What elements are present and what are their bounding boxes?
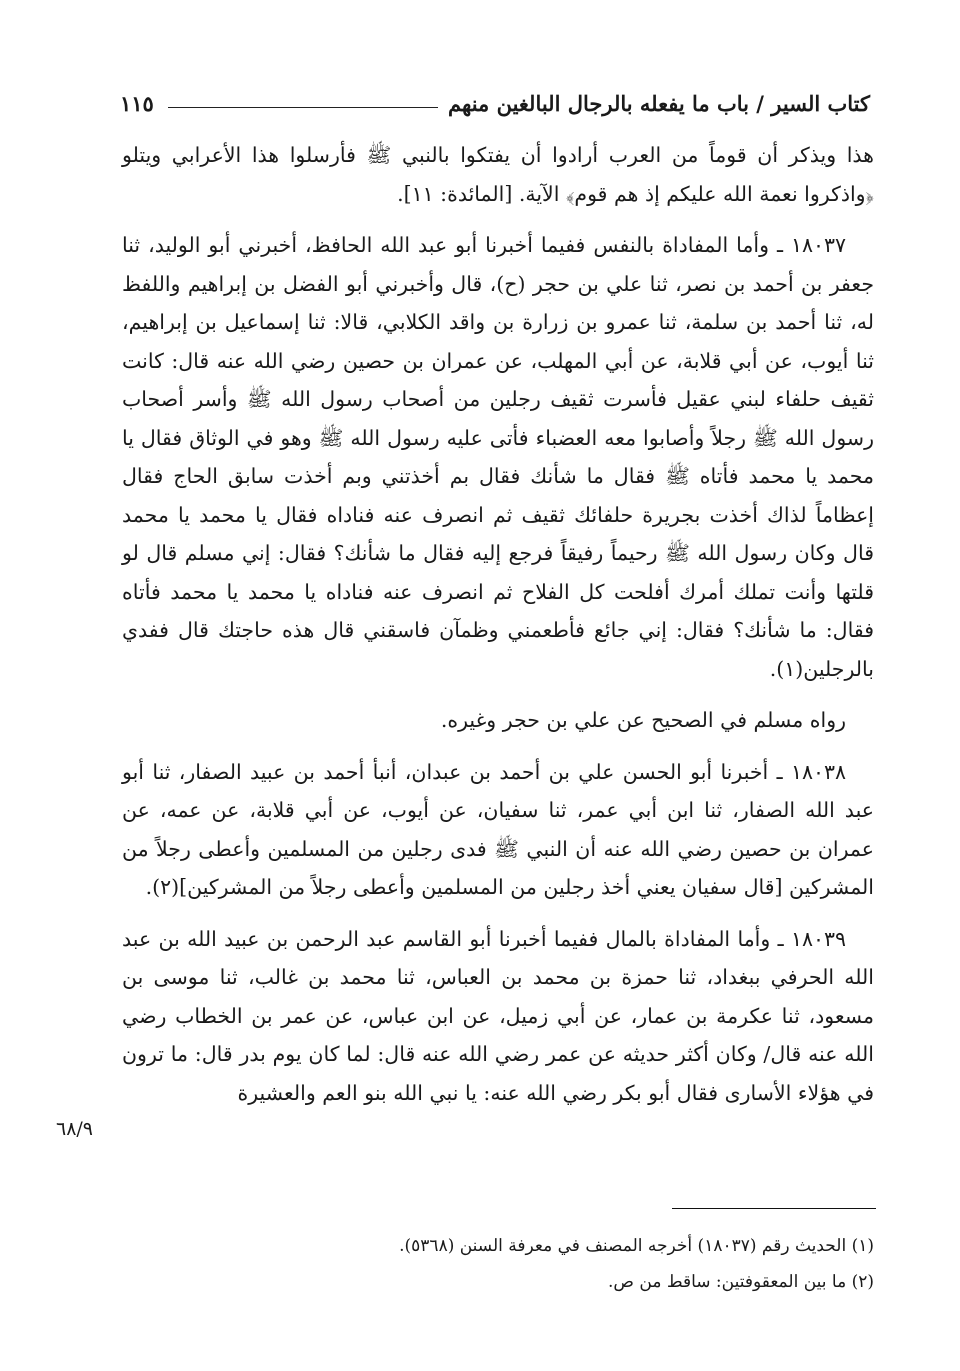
paragraph-hadith-18039: ١٨٠٣٩ ـ وأما المفاداة بالمال ففيما أخبرنا أبو القاسم عبد الرحمن بن عبيد الله بن عبد الله الحرفي ببغداد، ثنا حمزة بن محمد بن العباس، ثنا محمد بن غالب، ثنا موسى بن مسعود، ثنا عكرمة بن عمار، عن أبي زميل، عن ابن عباس، عن عمر بن الخطاب رضي الله عنه قال/ وكان أكثر حديثه عن عمر رضي الله عنه قال: لما كان يوم بدر قال: ما ترون في هؤلاء الأسارى فقال أبو بكر رضي الله عنه: يا نبي الله بنو العم والعشيرة: [122, 926, 874, 1105]
footnote-2: (٢) ما بين المعقوفتين: ساقط من ص.: [608, 1272, 874, 1292]
footnotes: [180, 1228, 874, 1300]
header-title: كتاب السير / باب ما يفعله بالرجال البالغين منهم: [448, 90, 870, 116]
main-text: [122, 136, 874, 1112]
paragraph-hadith-18038: ١٨٠٣٨ ـ أخبرنا أبو الحسن علي بن أحمد بن عبدان، أنبأ أحمد بن عبيد الصفار، ثنا أبو عبد الله الصفار، ثنا ابن أبي عمر، ثنا سفيان، عن أيوب، عن أبي قلابة، عن عمه، عن عمران بن حصين رضي الله عنه أن النبي ﷺ فدى رجلين من المسلمين وأعطى رجلاً من المشركين [قال سفيان يعني أخذ رجلين من المسلمين وأعطى رجلاً من المشركين](٢).: [122, 759, 874, 899]
manuscript-margin-note: ٦٨/٩: [56, 1118, 94, 1140]
footnote-1: (١) الحديث رقم (١٨٠٣٧) أخرجه المصنف في معرفة السنن (٥٣٦٨).: [399, 1236, 874, 1256]
paragraph-narration-note: رواه مسلم في الصحيح عن علي بن حجر وغيره.: [440, 708, 846, 732]
page-number: ١١٥: [120, 90, 154, 116]
paragraph-intro: هذا ويذكر أن قوماً من العرب أرادوا أن يفتكوا بالنبي ﷺ فأرسلوا هذا الأعرابي ويتلو ﴿واذكروا نعمة الله عليكم إذ هم قوم﴾ الآية. [المائدة: ١١].: [122, 143, 874, 206]
running-header: [120, 88, 870, 118]
header-rule: [168, 107, 438, 108]
footnote-separator: [672, 1208, 876, 1209]
paragraph-hadith-18037: ١٨٠٣٧ ـ وأما المفاداة بالنفس ففيما أخبرنا أبو عبد الله الحافظ، أخبرني أبو الوليد، ثنا جعفر بن أحمد بن نصر، ثنا علي بن حجر (ح)، قال وأخبرني أبو الفضل بن إبراهيم واللفظ له، ثنا أحمد بن سلمة، ثنا عمرو بن زرارة بن واقد الكلابي، قالا: ثنا إسماعيل بن إبراهيم، ثنا أيوب، عن أبي قلابة، عن أبي المهلب، عن عمران بن حصين رضي الله عنه قال: كانت ثقيف حلفاء لبني عقيل فأسرت ثقيف رجلين من أصحاب رسول الله ﷺ وأسر أصحاب رسول الله ﷺ رجلاً وأصابوا معه العضباء فأتى عليه رسول الله ﷺ وهو في الوثاق فقال يا محمد يا محمد فأتاه ﷺ فقال ما شأنك فقال بم أخذتني وبم أخذت سابق الحاج فقال إعظاماً لذاك أخذت بجريرة حلفائك ثقيف ثم انصرف عنه فناداه فقال يا محمد يا محمد قال وكان رسول الله ﷺ رحيماً رفيقاً فرجع إليه فقال ما شأنك؟ فقال: إني مسلم قال لو قلتها وأنت تملك أمرك أفلحت كل الفلاح ثم انصرف عنه فناداه يا محمد يا محمد فأتاه فقال: ما شأنك؟ فقال: إني جائع فأطعمني وظمآن فاسقني قال هذه حاجتك قال ففدي بالرجلين(١).: [122, 233, 874, 681]
